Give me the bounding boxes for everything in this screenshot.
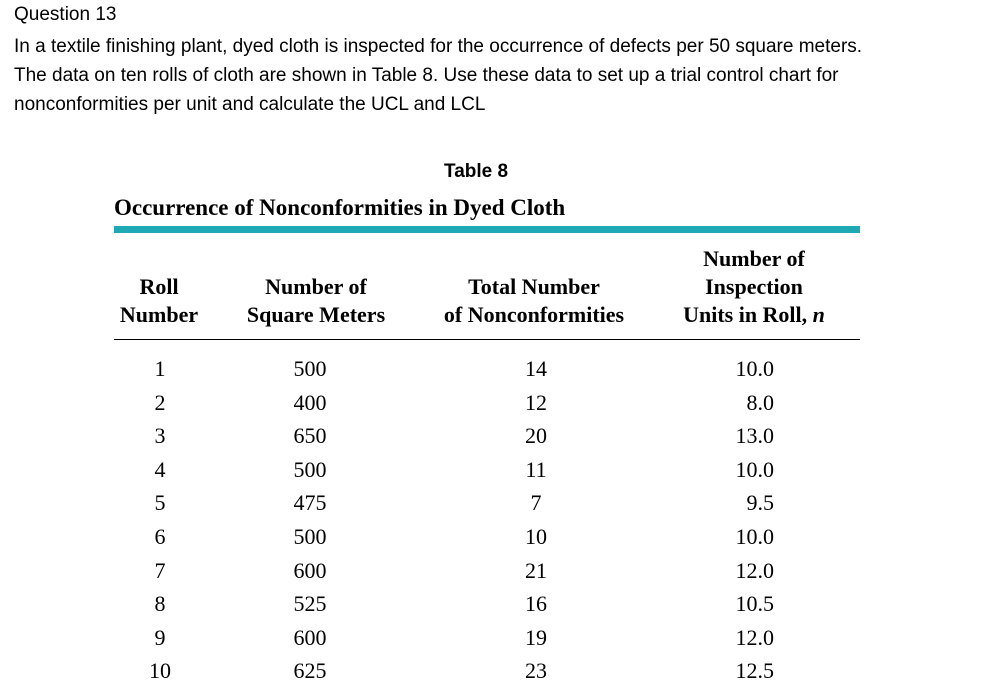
cell-square-meters: 500 (293, 523, 327, 549)
cell-inspection-units: 10.5 (735, 591, 774, 617)
cell-square-meters: 600 (293, 624, 327, 650)
table-row (0, 386, 993, 420)
table-row (0, 419, 993, 453)
cell-roll-number: 9 (154, 624, 166, 650)
cell-inspection-units: 12.5 (735, 658, 774, 684)
cell-inspection-units: 12.0 (735, 624, 774, 650)
table-row (0, 554, 993, 588)
cell-inspection-units: 10.0 (735, 523, 774, 549)
column-header-line: Number of (265, 274, 367, 299)
table-row (0, 654, 993, 688)
column-header-square-meters (228, 273, 404, 329)
cell-roll-number: 8 (154, 591, 166, 617)
cell-total-nonconformities: 14 (525, 356, 547, 381)
table-caption: Occurrence of Nonconformities in Dyed Cloth (114, 195, 566, 220)
cell-total-nonconformities: 11 (525, 456, 547, 482)
table-row (0, 486, 993, 520)
table-row (0, 453, 993, 487)
cell-square-meters: 525 (293, 591, 327, 617)
cell-roll-number: 5 (154, 490, 166, 516)
column-header-line: Roll (139, 274, 179, 299)
cell-square-meters: 500 (293, 456, 327, 482)
column-header-variable-n: n (812, 302, 825, 327)
table-row (0, 587, 993, 621)
question-text-line-3: nonconformities per unit and calculate the UCL and LCL (14, 94, 486, 115)
cell-roll-number: 2 (154, 389, 166, 415)
cell-total-nonconformities: 10 (525, 523, 547, 549)
header-rule (114, 339, 860, 340)
column-header-roll-number (104, 273, 214, 329)
column-header-text: Units in Roll, (683, 302, 813, 327)
column-header-line: Square Meters (246, 302, 386, 327)
cell-roll-number: 4 (154, 456, 166, 482)
table-row (0, 621, 993, 655)
cell-square-meters: 650 (293, 423, 327, 449)
table-row (0, 352, 993, 386)
cell-roll-number: 7 (154, 557, 166, 583)
column-header-line (664, 301, 844, 329)
column-header-line: of Nonconformities (443, 302, 625, 327)
cell-total-nonconformities: 23 (525, 658, 547, 684)
cell-roll-number: 6 (154, 523, 166, 549)
cell-inspection-units: 10.0 (735, 456, 774, 482)
cell-total-nonconformities: 20 (525, 423, 547, 449)
cell-total-nonconformities: 19 (525, 624, 547, 650)
question-text-line-1: In a textile finishing plant, dyed cloth is inspected for the occurrence of defects per 50 square meters. (14, 36, 863, 57)
cell-total-nonconformities: 21 (525, 557, 547, 583)
cell-total-nonconformities: 7 (530, 490, 542, 516)
cell-total-nonconformities: 12 (525, 389, 547, 415)
cell-square-meters: 500 (293, 356, 327, 381)
question-text-line-2: The data on ten rolls of cloth are shown in Table 8. Use these data to set up a trial control chart for (14, 65, 839, 86)
cell-total-nonconformities: 16 (525, 591, 547, 617)
table-top-rule (114, 226, 860, 233)
column-header-total-nonconformities (424, 273, 644, 329)
cell-square-meters: 475 (293, 490, 327, 516)
table-row (0, 520, 993, 554)
cell-roll-number: 3 (154, 423, 166, 449)
column-header-line: Number (119, 302, 199, 327)
table-label: Table 8 (444, 161, 509, 182)
column-header-line: Total Number (468, 274, 600, 299)
cell-inspection-units: 10.0 (735, 356, 774, 381)
cell-square-meters: 400 (293, 389, 327, 415)
cell-inspection-units: 9.5 (746, 490, 774, 516)
question-title: Question 13 (14, 4, 117, 25)
column-header-line: Number of (703, 246, 805, 271)
cell-roll-number: 1 (154, 356, 166, 381)
cell-inspection-units: 8.0 (746, 389, 774, 415)
cell-square-meters: 600 (293, 557, 327, 583)
cell-roll-number: 10 (149, 658, 171, 684)
cell-inspection-units: 12.0 (735, 557, 774, 583)
column-header-line: Inspection (705, 274, 803, 299)
cell-inspection-units: 13.0 (735, 423, 774, 449)
column-header-inspection-units (664, 245, 844, 329)
table-body (0, 352, 993, 688)
cell-square-meters: 625 (293, 658, 327, 684)
